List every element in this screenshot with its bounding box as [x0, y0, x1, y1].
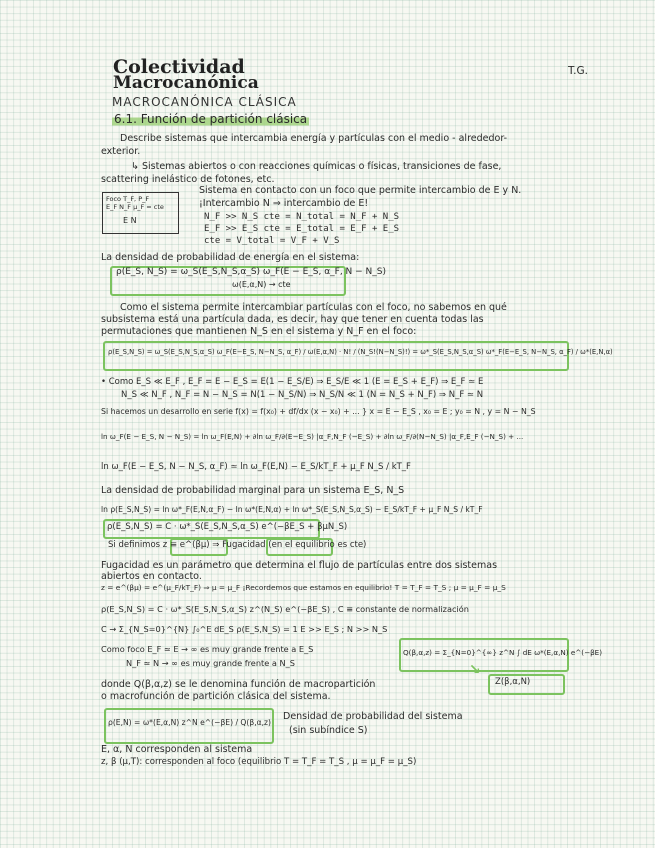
formula: ρ(E_S,N_S) = C · ω*_S(E_S,N_S,α_S) e^(−βE_S + βμN_S) — [107, 522, 348, 532]
text-line: subsistema está una partícula dada, es decir, hay que tener en cuenta todas las — [101, 314, 484, 325]
formula-note: (sin subíndice S) — [289, 725, 368, 736]
text-line: N_F ≃ N → ∞ es muy grande frente a N_S — [126, 658, 295, 668]
formula: Z(β,α,N) — [495, 677, 531, 687]
text-line: Como foco E_F ≃ E → ∞ es muy grande frente a E_S — [101, 644, 314, 654]
text-line: N_S ≪ N_F , N_F = N − N_S = N(1 − N_S/N) ⇒ N_S/N ≪ 1 (N = N_S + N_F) ⇒ N_F ≃ N — [121, 390, 484, 400]
title-line-2: Macrocanónica — [113, 73, 259, 93]
text-line: Fugacidad es un parámetro que determina el flujo de partículas entre dos sistemas — [101, 560, 498, 571]
equation-line: ln ρ(E_S,N_S) = ln ω*_F(E,N,α_F) − ln ω*(E,N,α) + ln ω*_S(E_S,N_S,α_S) − E_S/kT_F + μ_F N_S / kT_F — [101, 505, 483, 514]
text-line: Como el sistema permite intercambiar partículas con el foco, no sabemos en qué — [120, 302, 507, 313]
text-line: o macrofunción de partición clásica del sistema. — [101, 691, 331, 702]
equation-line: cte = V_total = V_F + V_S — [204, 236, 340, 246]
text-line: ↳ Sistemas abiertos o con reacciones químicas o físicas, transiciones de fase, — [131, 161, 502, 172]
formula: ρ(E,N) = ω*(E,α,N) z^N e^(−βE) / Q(β,α,z) — [108, 718, 271, 727]
text-line: ¡Intercambio N ⇒ intercambio de E! — [199, 198, 369, 209]
text-line: z, β (μ,T): corresponden al foco (equilibrio T = T_F = T_S , μ = μ_F = μ_S) — [101, 757, 417, 767]
text-line: Sistema en contacto con un foco que permite intercambio de E y N. — [199, 185, 522, 196]
text-line: donde Q(β,α,z) se le denomina función de macropartición — [101, 679, 376, 690]
formula-box — [103, 341, 569, 371]
text-line: exterior. — [101, 146, 141, 157]
equation-line: ln ω_F(E − E_S, N − N_S) = ln ω_F(E,N) + ∂ln ω_F/∂(E−E_S) |α_F,N_F (−E_S) + ∂ln ω_F/∂(N−N_S) |α_F,E_F (−N_S) + ... — [101, 432, 524, 441]
section-heading-text: 6.1. Función de partición clásica — [114, 112, 308, 126]
equation-line: ln ω_F(E − E_S, N − N_S, α_F) ≃ ln ω_F(E,N) − E_S/kT_F + μ_F N_S / kT_F — [101, 462, 411, 472]
diagram-label: E N — [123, 216, 137, 225]
author-initials: T.G. — [568, 65, 588, 77]
equation-line: C → Σ_{N_S=0}^{N} ∫₀^E dE_S ρ(E_S,N_S) = 1 E >> E_S ; N >> N_S — [101, 624, 388, 634]
formula: ρ(E_S,N_S) = ω_S(E_S,N_S,α_S) ω_F(E−E_S, N−N_S, α_F) / ω(E,α,N) · N! / (N_S!(N−N_S)!) = ω*_S(E_S,N_S,α_S) ω*_F(E−E_S, N−N_S, α_F) / ω*(E,N,α) — [108, 348, 613, 356]
foco-diagram — [102, 192, 179, 234]
text-line: La densidad de probabilidad marginal para un sistema E_S, N_S — [101, 485, 405, 496]
diagram-label: E_F N_F μ_F = cte — [106, 203, 164, 211]
formula: Q(β,α,z) = Σ_{N=0}^{∞} z^N ∫ dE ω*(E,α,N) e^(−βE) — [403, 648, 603, 657]
text-line: Si hacemos un desarrollo en serie f(x) = f(x₀) + df/dx (x − x₀) + ... } x = E − E_S , x₀ = E ; y₀ = N , y = N − N_S — [101, 407, 536, 416]
text-line: E, α, N corresponden al sistema — [101, 744, 253, 755]
subtitle: MACROCANÓNICA CLÁSICA — [112, 95, 297, 109]
equation-line: N_F >> N_S cte = N_total = N_F + N_S — [204, 212, 400, 222]
text-line: permutaciones que mantienen N_S en el sistema y N_F en el foco: — [101, 326, 417, 337]
text-line: Si definimos z ≡ e^(βμ) ⇒ Fugacidad (en el equilibrio es cte) — [108, 540, 367, 550]
text-line: abiertos en contacto. — [101, 571, 202, 582]
text-line: Describe sistemas que intercambia energía y partículas con el medio - alrededor- — [120, 133, 508, 144]
text-line: scattering inelástico de fotones, etc. — [101, 174, 275, 185]
equation-line: E_F >> E_S cte = E_total = E_F + E_S — [204, 224, 400, 234]
text-line: • Como E_S ≪ E_F , E_F = E − E_S = E(1 − E_S/E) ⇒ E_S/E ≪ 1 (E = E_S + E_F) ⇒ E_F ≃ E — [101, 377, 484, 387]
formula-note: Densidad de probabilidad del sistema — [283, 711, 463, 722]
formula-denominator: ω(E,α,N) → cte — [232, 280, 291, 289]
section-heading — [112, 113, 309, 125]
equation-line: ρ(E_S,N_S) = C · ω*_S(E_S,N_S,α_S) z^(N_S) e^(−βE_S) , C ≡ constante de normalización — [101, 604, 469, 614]
equation-line: z = e^(βμ) = e^(μ_F/kT_F) ⇒ μ = μ_F ¡Recordemos que estamos en equilibrio! T = T_F = T_S ; μ = μ_F = μ_S — [101, 583, 506, 592]
arrow-icon: ↘ — [469, 662, 481, 678]
formula: ρ(E_S, N_S) = ω_S(E_S,N_S,α_S) ω_F(E − E_S, α_F, N − N_S) — [116, 267, 386, 277]
diagram-label: Foco T_F, P_F — [106, 195, 150, 203]
text-line: La densidad de probabilidad de energía en el sistema: — [101, 252, 360, 263]
title-line-1: Colectividad — [113, 56, 245, 78]
